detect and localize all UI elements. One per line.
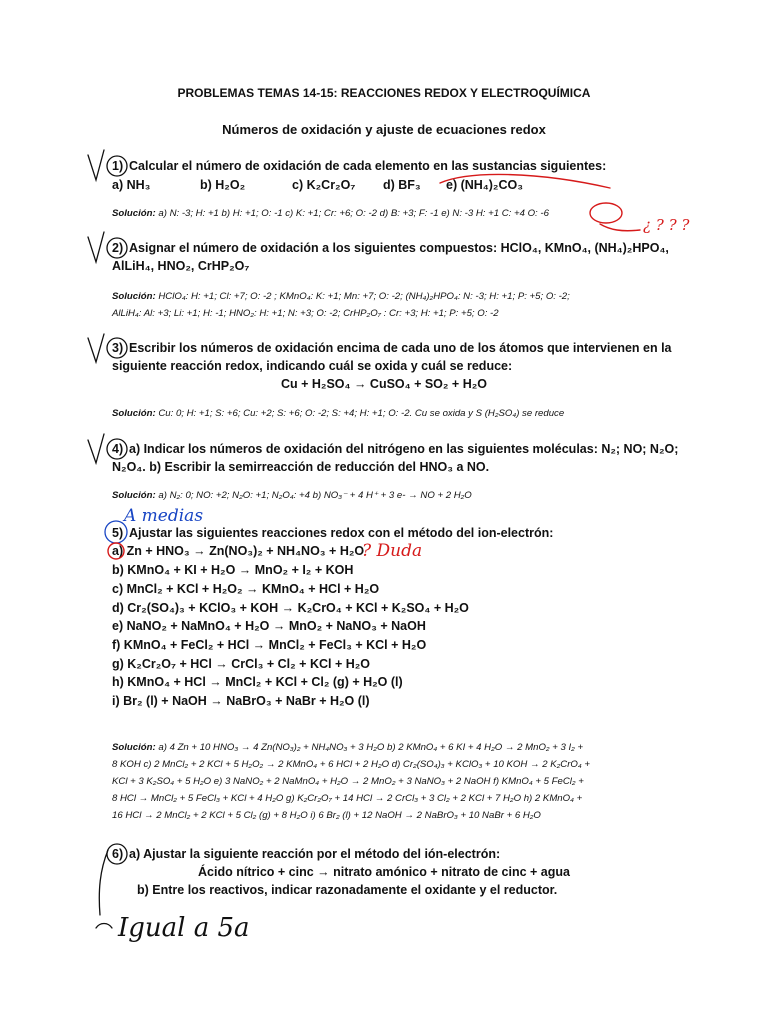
list-item: b) KMnO₄ + KI + H₂O → MnO₂ + I₂ + KOH [112, 563, 354, 577]
question-text: Asignar el número de oxidación a los siguientes compuestos: HClO₄, KMnO₄, (NH₄)₂HPO₄, [129, 241, 669, 255]
solution-text: 16 HCl → 2 MnCl₂ + 2 KCl + 5 Cl₂ (g) + 8 H₂O i) 6 Br₂ (l) + 12 NaOH → 2 NaBrO₃ + 10 NaBr + 6 H₂O [112, 810, 541, 821]
solution-text [112, 288, 570, 305]
solution-body: a) N₂: 0; NO: +2; N₂O: +1; N₂O₄: +4 b) NO₃⁻ + 4 H⁺ + 3 e- → NO + 2 H₂O [155, 490, 472, 501]
check-mark-icon [88, 334, 104, 362]
list-item: c) MnCl₂ + KCl + H₂O₂ → KMnO₄ + HCl + H₂O [112, 582, 380, 596]
solution-body: a) N: -3; H: +1 b) H: +1; O: -1 c) K: +1; Cr: +6; O: -2 d) B: +3; F: -1 e) N: -3 H: +1 C: +4 O: -6 [155, 208, 549, 219]
list-item: e) NaNO₂ + NaMnO₄ + H₂O → MnO₂ + NaNO₃ + NaOH [112, 619, 426, 633]
solution-label: Solución: [112, 208, 156, 219]
solution-text: 8 HCl → MnCl₂ + 5 FeCl₃ + KCl + 4 H₂O g) K₂Cr₂O₇ + 14 HCl → 2 CrCl₃ + 3 Cl₂ + 2 KCl + 7 H₂O h) 2 KMnO₄ + [112, 793, 583, 804]
check-mark-icon [88, 232, 104, 262]
list-item: d) Cr₂(SO₄)₃ + KClO₃ + KOH → K₂CrO₄ + KCl + K₂SO₄ + H₂O [112, 601, 469, 615]
list-item: c) K₂Cr₂O₇ [292, 178, 356, 192]
list-item: b) H₂O₂ [200, 178, 246, 192]
page-title: PROBLEMAS TEMAS 14-15: REACCIONES REDOX Y ELECTROQUÍMICA [177, 86, 591, 100]
solution-text [112, 205, 549, 222]
question-number: 4) [112, 442, 124, 456]
underline-stroke [600, 224, 640, 231]
solution-label: Solución: [112, 742, 156, 753]
solution-text [112, 405, 564, 422]
arrow-icon [96, 924, 112, 929]
reaction-description: Ácido nítrico + cinc → nitrato amónico + nitrato de cinc + agua [198, 865, 570, 879]
bracket-stroke [99, 850, 108, 915]
solution-body: HClO₄: H: +1; Cl: +7; O: -2 ; KMnO₄: K: +1; Mn: +7; O: -2; (NH₄)₂HPO₄: N: -3; H: +1; P: +5; O: -2; [155, 291, 570, 302]
solution-text [112, 487, 472, 504]
handwritten-note: ? Duda [362, 541, 423, 561]
solution-text [112, 739, 583, 756]
handwritten-note: A medias [124, 506, 204, 526]
solution-text: KCl + 3 K₂SO₄ + 5 H₂O e) 3 NaNO₂ + 2 NaMnO₄ + H₂O → 2 MnO₂ + 3 NaNO₃ + 2 NaOH f) KMnO₄ + 5 FeCl₂ + [112, 776, 584, 787]
circle-mark-icon [590, 203, 622, 223]
question-text: b) Entre los reactivos, indicar razonadamente el oxidante y el reductor. [137, 883, 558, 897]
question-text: AlLiH₄, HNO₂, CrHP₂O₇ [112, 259, 250, 273]
question-text: Calcular el número de oxidación de cada elemento en las sustancias siguientes: [129, 159, 607, 173]
question-number: 6) [112, 847, 124, 861]
question-text: Escribir los números de oxidación encima de cada uno de los átomos que intervienen en la [129, 341, 672, 355]
question-number: 2) [112, 241, 124, 255]
page-subtitle: Números de oxidación y ajuste de ecuaciones redox [222, 122, 546, 137]
check-mark-icon [88, 434, 104, 463]
solution-label: Solución: [112, 408, 156, 419]
question-marks-note: ¿ ? ? ? [643, 216, 690, 234]
solution-body: Cu: 0; H: +1; S: +6; Cu: +2; S: +6; O: -2; S: +4; H: +1; O: -2. Cu se oxida y S (H₂SO₄) se reduce [155, 408, 565, 419]
solution-label: Solución: [112, 490, 156, 501]
solution-label: Solución: [112, 291, 156, 302]
question-text: Ajustar las siguientes reacciones redox con el método del ion-electrón: [129, 526, 554, 540]
check-mark-icon [88, 150, 104, 180]
solution-text: AlLiH₄: Al: +3; Li: +1; H: -1; HNO₂: H: +1; N: +3; O: -2; CrHP₂O₇ : Cr: +3; H: +1; P: +5; O: -2 [112, 308, 499, 319]
list-item: e) (NH₄)₂CO₃ [446, 178, 524, 192]
question-text: a) Indicar los números de oxidación del nitrógeno en las siguientes moléculas: N₂; NO; N₂O; [129, 442, 679, 456]
list-item: f) KMnO₄ + FeCl₂ + HCl → MnCl₂ + FeCl₃ + KCl + H₂O [112, 638, 427, 652]
handwritten-note: Igual a 5a [118, 913, 250, 943]
list-item: a) Zn + HNO₃ → Zn(NO₃)₂ + NH₄NO₃ + H₂O [112, 544, 365, 558]
question-number: 3) [112, 341, 124, 355]
list-item: g) K₂Cr₂O₇ + HCl → CrCl₃ + Cl₂ + KCl + H₂O [112, 657, 371, 671]
question-number: 5) [112, 526, 124, 540]
list-item: h) KMnO₄ + HCl → MnCl₂ + KCl + Cl₂ (g) + H₂O (l) [112, 675, 403, 689]
reaction-equation: Cu + H₂SO₄ → CuSO₄ + SO₂ + H₂O [280, 377, 488, 391]
solution-text: 8 KOH c) 2 MnCl₂ + 2 KCl + 5 H₂O₂ → 2 KMnO₄ + 6 HCl + 2 H₂O d) Cr₂(SO₄)₃ + KClO₃ + 10 KOH → 2 K₂CrO₄ + [112, 759, 591, 770]
solution-body: a) 4 Zn + 10 HNO₃ → 4 Zn(NO₃)₂ + NH₄NO₃ + 3 H₂O b) 2 KMnO₄ + 6 KI + 4 H₂O → 2 MnO₂ + 3 I₂ + [155, 742, 584, 753]
question-text: siguiente reacción redox, indicando cuál se oxida y cuál se reduce: [112, 359, 513, 373]
question-number: 1) [112, 159, 124, 173]
list-item: d) BF₃ [383, 178, 421, 192]
list-item: a) NH₃ [112, 178, 151, 192]
list-item: i) Br₂ (l) + NaOH → NaBrO₃ + NaBr + H₂O (l) [112, 694, 370, 708]
question-text: a) Ajustar la siguiente reacción por el método del ión-electrón: [129, 847, 501, 861]
question-text: N₂O₄. b) Escribir la semirreacción de reducción del HNO₃ a NO. [112, 460, 490, 474]
